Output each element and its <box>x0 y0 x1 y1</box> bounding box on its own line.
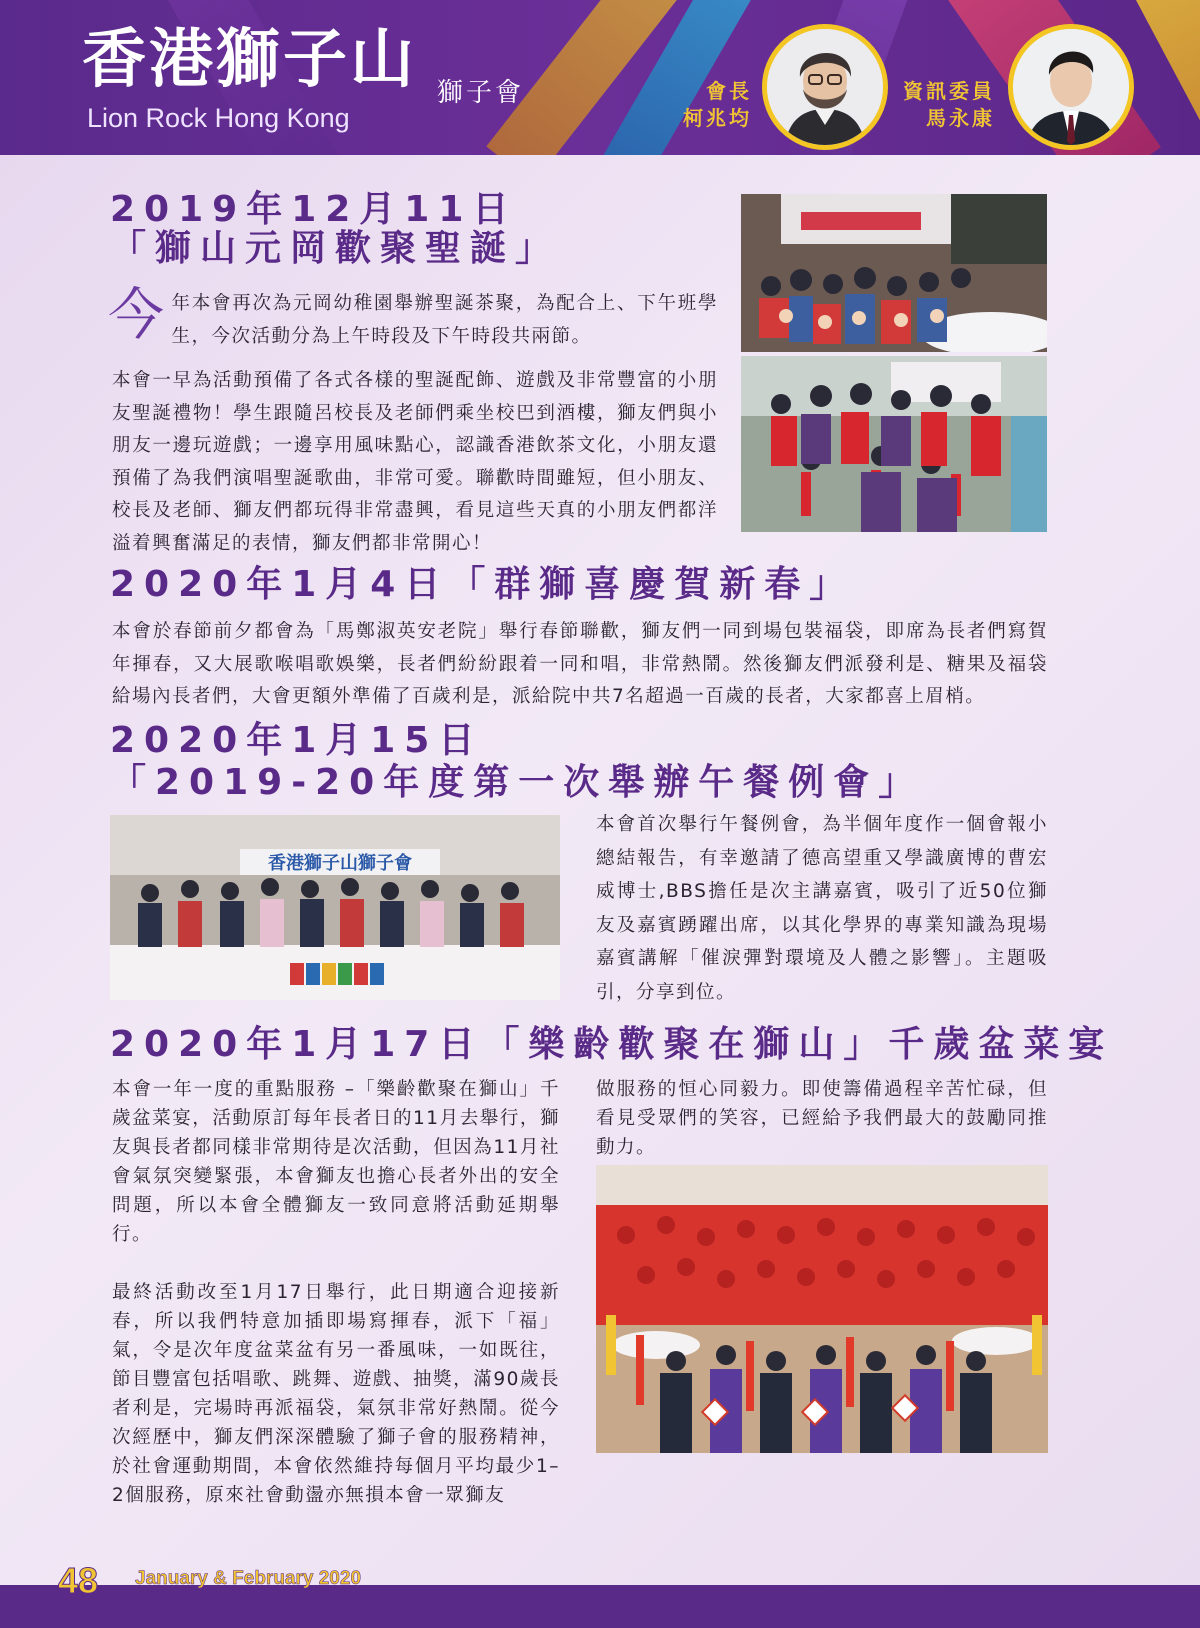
section-4-body-right <box>596 1075 1048 1162</box>
luncheon-group-photo <box>110 815 560 1000</box>
section-1-intro <box>108 283 718 353</box>
luncheon-banner-text: 香港獅子山獅子會 <box>268 853 412 874</box>
section-3-paragraph-1: 本會首次舉行午餐例會，為半個年度作一個會報小總結報告，有幸邀請了德高望重又學識廣博的曹宏威博士,BBS擔任是次主講嘉賓，吸引了近50位獅友及嘉賓踴躍出席，以其化學界的專業知識為現場嘉賓講解「催淚彈對環境及人體之影響」。主題吸引，分享到位。 <box>596 814 1048 1003</box>
section-2-body <box>112 616 1048 714</box>
drop-cap: 今 <box>108 283 166 348</box>
club-english-name: Lion Rock Hong Kong <box>87 103 350 133</box>
section-2-paragraph-1: 本會於春節前夕都會為「馬鄭淑英安老院」舉行春節聯歡，獅友們一同到場包裝福袋，即席為長者們寫賀年揮春，又大展歌喉唱歌娛樂，長者們紛紛跟着一同和唱，非常熱鬧。然後獅友們派發利是、糖果及福袋給場內長者們，大會更額外準備了百歲利是，派給院中共7名超過一百歲的長者，大家都喜上眉梢。 <box>112 621 1048 707</box>
section-1-date: 2019年12月11日 <box>110 189 518 230</box>
section-1-body <box>112 365 718 560</box>
club-subtitle: 獅子會 <box>437 78 525 108</box>
section-4-body-left <box>112 1075 560 1510</box>
club-title: 香港獅子山 <box>82 22 417 97</box>
section-1-paragraph-1: 年本會再次為元岡幼稚園舉辦聖誕茶聚，為配合上、下午班學生，今次活動分為上午時段及下午時段共兩節。 <box>171 293 718 347</box>
page-header <box>0 0 1200 155</box>
section-4-paragraph-3: 做服務的恒心同毅力。即使籌備過程辛苦忙碌，但看見受眾們的笑容，已經給予我們最大的鼓勵同推動力。 <box>596 1079 1048 1158</box>
christmas-party-photo <box>741 194 1047 352</box>
footer-bar <box>0 1585 1200 1628</box>
president-title: 會長 <box>706 79 752 103</box>
section-2-heading: 2020年1月4日「群獅喜慶賀新春」 <box>110 564 855 605</box>
section-4-paragraph-1: 本會一年一度的重點服務 –「樂齡歡聚在獅山」千歲盆菜宴，活動原訂每年長者日的11月去舉行，獅友與長者都同樣非常期待是次活動，但因為11月社會氣氛突變緊張，本會獅友也擔心長者外出的安全問題，所以本會全體獅友一致同意將活動延期舉行。 <box>112 1079 560 1245</box>
page-number: 48 <box>58 1560 99 1601</box>
section-1-title: 「獅山元岡歡聚聖誕」 <box>110 228 561 269</box>
section-3-title: 「2019-20年度第一次舉辦午餐例會」 <box>110 762 924 803</box>
info-officer-title: 資訊委員 <box>903 79 995 103</box>
president-credit <box>640 78 752 132</box>
issue-date: January & February 2020 <box>135 1568 362 1589</box>
section-4-heading: 2020年1月17日「樂齡歡聚在獅山」千歲盆菜宴 <box>110 1024 1114 1065</box>
president-portrait <box>762 24 888 150</box>
info-officer-credit <box>895 78 995 132</box>
section-1-paragraph-2: 本會一早為活動預備了各式各樣的聖誕配飾、遊戲及非常豐富的小朋友聖誕禮物！學生跟隨呂校長及老師們乘坐校巴到酒樓，獅友們與小朋友一邊玩遊戲；一邊享用風味點心，認識香港飲茶文化，小朋友還預備了為我們演唱聖誕歌曲，非常可愛。聯歡時間雖短，但小朋友、校長及老師、獅友們都玩得非常盡興，看見這些天真的小朋友們都洋溢着興奮滿足的表情，獅友們都非常開心！ <box>112 370 718 554</box>
poon-choi-banquet-photo <box>596 1165 1048 1453</box>
president-name: 柯兆均 <box>683 106 752 130</box>
info-officer-portrait <box>1008 24 1134 150</box>
kindergarten-group-photo <box>741 356 1047 532</box>
section-4-paragraph-2: 最終活動改至1月17日舉行，此日期適合迎接新春，所以我們特意加插即場寫揮春，派下「福」氣，令是次年度盆菜盆有另一番風味，一如既往，節目豐富包括唱歌、跳舞、遊戲、抽獎，滿90歲長者利是，完場時再派福袋，氣氛非常好熱鬧。從今次經歷中，獅友們深深體驗了獅子會的服務精神，於社會運動期間，本會依然維持每個月平均最少1–2個服務，原來社會動盪亦無損本會一眾獅友 <box>112 1282 560 1506</box>
section-3-date: 2020年1月15日 <box>110 720 484 761</box>
section-3-body <box>596 808 1048 1009</box>
info-officer-name: 馬永康 <box>926 106 995 130</box>
